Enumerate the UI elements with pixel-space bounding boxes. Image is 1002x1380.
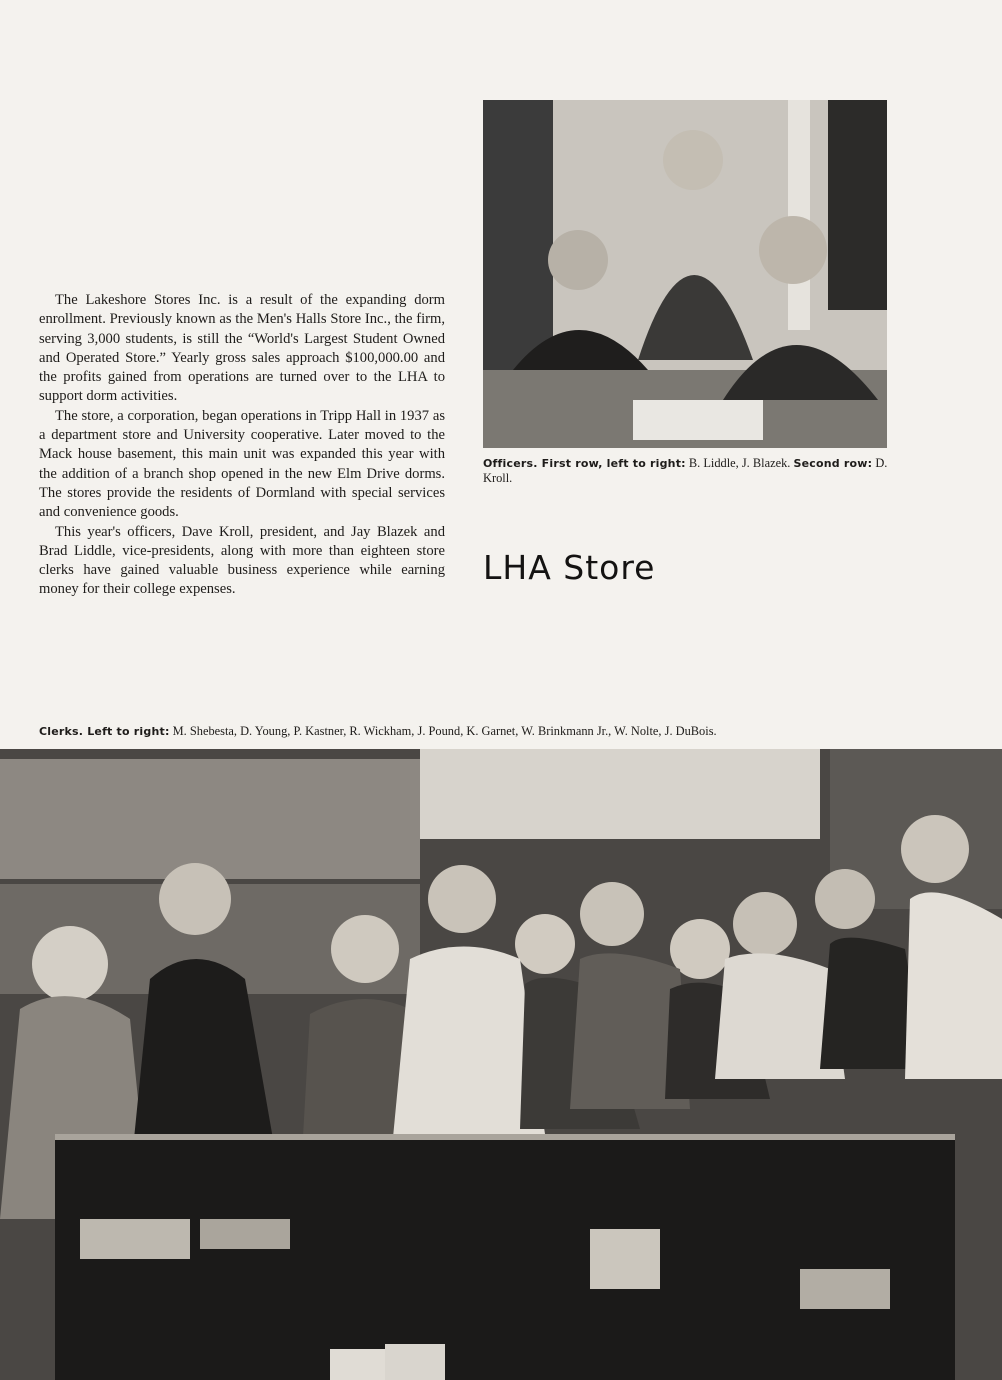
clerks-photo [0,749,1002,1380]
officers-caption-lead: Officers. First row, left to right: [483,457,686,470]
article-paragraph-2: The store, a corporation, began operations in Tripp Hall in 1937 as a department store and University cooperative. Later moved to the Mack house basement, this main unit was expanded this year with the addition of a branch shop opened in the new Elm Drive dorms. The stores provide the residents of Dormland with special services and convenience goods. [39,407,445,521]
officers-caption-lead-row2: Second row: [793,457,873,470]
officers-caption-names-row2: D. Kroll. [483,456,888,485]
officers-photo [483,100,887,448]
clerks-caption-names: M. Shebesta, D. Young, P. Kastner, R. Wickham, J. Pound, K. Garnet, W. Brinkmann Jr., W. Nolte, J. DuBois. [169,724,717,738]
article-paragraph-3: This year's officers, Dave Kroll, president, and Jay Blazek and Brad Liddle, vice-presidents, along with more than eighteen store clerks have gained valuable business experience while earning money for their college expenses. [39,523,445,598]
section-title: LHA Store [483,548,656,587]
article-paragraph-1: The Lakeshore Stores Inc. is a result of the expanding dorm enrollment. Previously known as the Men's Halls Store Inc., the firm, serving 3,000 students, is still the “World's Largest Student Owned and Operated Store.” Yearly gross sales approach $100,000.00 and the profits gained from operations are turned over to the LHA to support dorm activities. [39,292,445,405]
officers-caption [483,456,889,485]
clerks-caption [39,724,939,739]
officers-caption-names-row1: B. Liddle, J. Blazek. [685,456,794,470]
clerks-caption-lead: Clerks. Left to right: [39,725,170,738]
article-body [39,291,445,600]
